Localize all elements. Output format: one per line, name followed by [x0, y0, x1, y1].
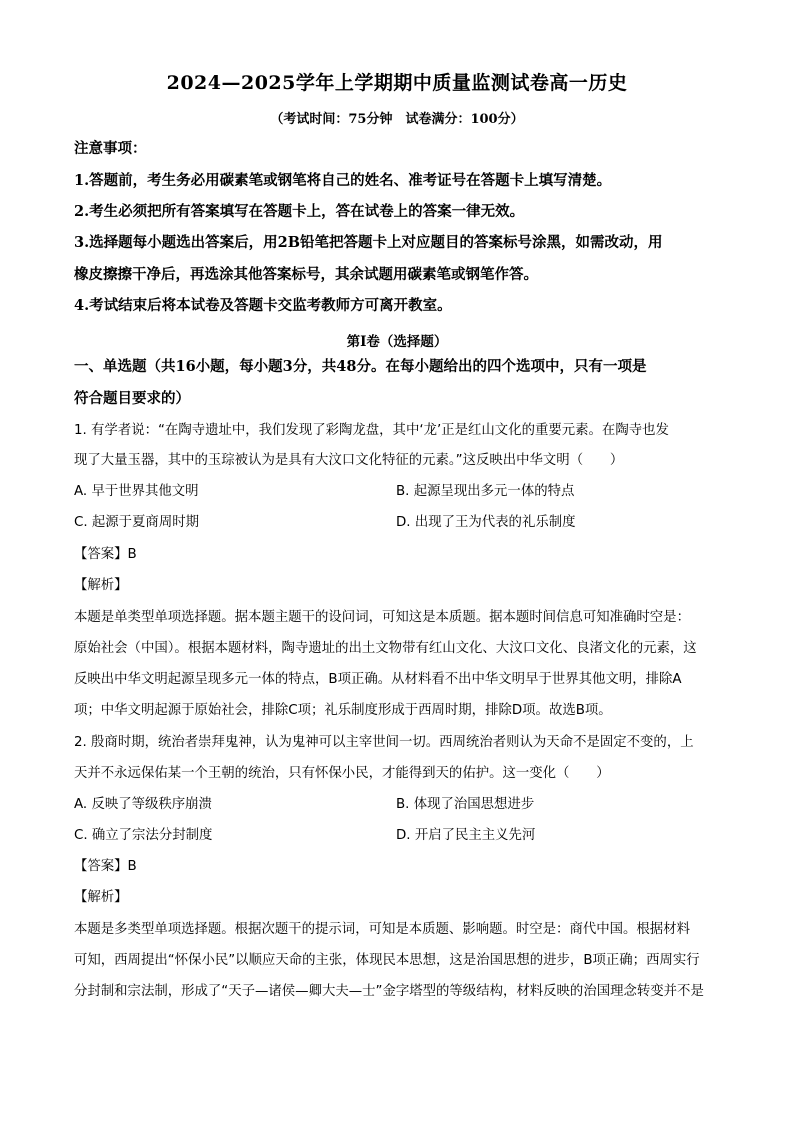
q2-option-b: B. 体现了治国思想进步: [396, 797, 535, 812]
q2-stem-line-1: 2. 殷商时期，统治者崇拜鬼神，认为鬼神可以主宰世间一切。西周统治者则认为天命不是固定不变的，上: [74, 735, 694, 750]
q1-analysis-line-4: 项；中华文明起源于原始社会，排除C项；礼乐制度形成于西周时期，排除D项。故选B项。: [74, 703, 612, 718]
q1-option-d: D. 出现了王为代表的礼乐制度: [396, 515, 576, 530]
section-title: 第Ⅰ卷（选择题）: [346, 334, 448, 350]
q2-option-d: D. 开启了民主主义先河: [396, 828, 536, 843]
q2-analysis-line-2: 可知，西周提出“怀保小民”以顺应天命的主张，体现民本思想，这是治国思想的进步，B项正确；西周实行: [74, 953, 700, 968]
notice-3: 3.选择题每小题选出答案后，用2B铅笔把答题卡上对应题目的答案标号涂黑，如需改动，用: [74, 234, 663, 251]
q2-analysis-label: 【解析】: [74, 890, 128, 905]
q1-option-a: A. 早于世界其他文明: [74, 484, 199, 499]
q1-stem-line-1: 1. 有学者说：“在陶寺遗址中，我们发现了彩陶龙盘，其中‘龙’正是红山文化的重要元素。在陶寺也发: [74, 423, 669, 438]
q1-stem-line-2: 现了大量玉器，其中的玉琮被认为是具有大汶口文化特征的元素。”这反映出中华文明（ ）: [74, 453, 624, 468]
exam-info: （考试时间：75分钟 试卷满分：100分）: [270, 112, 524, 127]
q1-answer: 【答案】B: [74, 547, 137, 562]
q1-option-b: B. 起源呈现出多元一体的特点: [396, 484, 575, 499]
q2-stem-line-2: 天并不永远保佑某一个王朝的统治，只有怀保小民，才能得到天的佑护。这一变化（ ）: [74, 766, 610, 781]
q2-analysis-line-1: 本题是多类型单项选择题。根据次题干的提示词，可知是本质题、影响题。时空是：商代中国。根据材料: [74, 922, 690, 937]
q1-analysis-line-3: 反映出中华文明起源呈现多元一体的特点，B项正确。从材料看不出中华文明早于世界其他文明，排除A: [74, 672, 682, 687]
part-heading-line-2: 符合题目要求的）: [74, 390, 190, 407]
q2-option-a: A. 反映了等级秩序崩溃: [74, 797, 212, 812]
notice-heading: 注意事项：: [74, 140, 147, 157]
page-title: 2024—2025学年上学期期中质量监测试卷高一历史: [166, 72, 628, 94]
q1-analysis-label: 【解析】: [74, 578, 128, 593]
q2-option-c: C. 确立了宗法分封制度: [74, 828, 213, 843]
notice-3-cont: 橡皮擦擦干净后，再选涂其他答案标号，其余试题用碳素笔或钢笔作答。: [74, 266, 538, 283]
notice-1: 1.答题前，考生务必用碳素笔或钢笔将自己的姓名、准考证号在答题卡上填写清楚。: [74, 172, 612, 189]
q2-analysis-line-3: 分封制和宗法制，形成了“天子—诸侯—卿大夫—士”金字塔型的等级结构，材料反映的治国理念转变并不是: [74, 984, 704, 999]
q1-analysis-line-1: 本题是单类型单项选择题。据本题主题干的设问词，可知这是本质题。据本题时间信息可知准确时空是：: [74, 610, 690, 625]
q1-option-c: C. 起源于夏商周时期: [74, 515, 199, 530]
q2-answer: 【答案】B: [74, 859, 137, 874]
q1-analysis-line-2: 原始社会（中国）。根据本题材料，陶寺遗址的出土文物带有红山文化、大汶口文化、良渚文化的元素，这: [74, 641, 697, 656]
part-heading-line-1: 一、单选题（共16小题，每小题3分，共48分。在每小题给出的四个选项中，只有一项是: [74, 358, 647, 375]
notice-2: 2.考生必须把所有答案填写在答题卡上，答在试卷上的答案一律无效。: [74, 203, 525, 220]
notice-4: 4.考试结束后将本试卷及答题卡交监考教师方可离开教室。: [74, 297, 452, 314]
